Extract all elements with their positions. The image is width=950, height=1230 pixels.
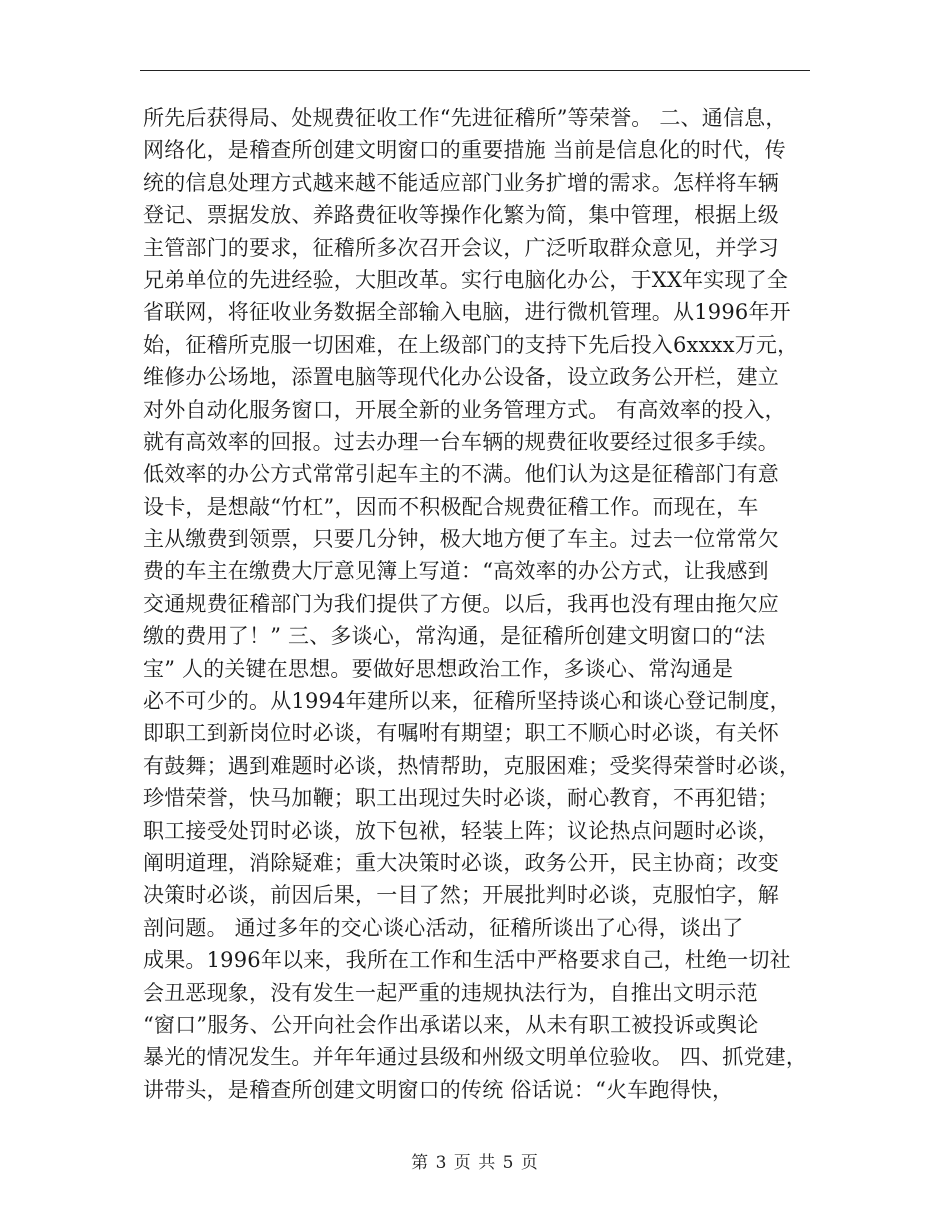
text-line: 职工接受处罚时必谈，放下包袱，轻装上阵；议论热点问题时必谈， [143, 818, 779, 843]
text-line: 主管部门的要求，征稽所多次召开会议，广泛听取群众意见，并学习 [143, 235, 779, 260]
text-line: 就有高效率的回报。过去办理一台车辆的规费征收要经过很多手续。 [143, 429, 779, 454]
text-line: 维修办公场地，添置电脑等现代化办公设备，设立政务公开栏，建立 [143, 365, 779, 390]
text-line: 暴光的情况发生。并年年通过县级和州级文明单位验收。 四、抓党建， [143, 1045, 808, 1070]
text-line: 主从缴费到领票，只要几分钟，极大地方便了车主。过去一位常常欠 [143, 527, 779, 552]
text-line: 讲带头，是稽查所创建文明窗口的传统 俗话说：“火车跑得快， [143, 1077, 734, 1102]
text-line: 费的车主在缴费大厅意见簿上写道：“高效率的办公方式，让我感到 [143, 559, 769, 584]
text-line: 必不可少的。从1994年建所以来，征稽所坚持谈心和谈心登记制度， [143, 689, 791, 714]
text-line: 珍惜荣誉，快马加鞭；职工出现过失时必谈，耐心教育，不再犯错； [143, 786, 779, 811]
text-line: 对外自动化服务窗口，开展全新的业务管理方式。 有高效率的投入， [143, 397, 786, 422]
text-line: 阐明道理，消除疑难；重大决策时必谈，政务公开，民主协商；改变 [143, 850, 779, 875]
text-line: 决策时必谈，前因后果，一目了然；开展批判时必谈，克服怕字，解 [143, 883, 779, 908]
text-line: 低效率的办公方式常常引起车主的不满。他们认为这是征稽部门有意 [143, 462, 779, 487]
text-line: 所先后获得局、处规费征收工作“先进征稽所”等荣誉。 二、通信息， [143, 106, 787, 130]
text-line: 剖问题。 通过多年的交心谈心活动，征稽所谈出了心得，谈出了 [143, 915, 744, 940]
text-line: 省联网，将征收业务数据全部输入电脑，进行微机管理。从1996年开 [143, 300, 791, 325]
text-line: 兄弟单位的先进经验，大胆改革。实行电脑化办公，于XX年实现了全 [143, 267, 789, 292]
text-line: 交通规费征稽部门为我们提供了方便。以后，我再也没有理由拖欠应 [143, 591, 779, 616]
text-line: 会丑恶现象，没有发生一起严重的违规执法行为，自推出文明示范 [143, 980, 758, 1005]
text-line: 网络化，是稽查所创建文明窗口的重要措施 当前是信息化的时代，传 [143, 138, 786, 163]
document-body [143, 102, 815, 1106]
text-line: “窗口”服务、公开向社会作出承诺以来，从未有职工被投诉或舆论 [143, 1012, 759, 1037]
text-line: 登记、票据发放、养路费征收等操作化繁为简，集中管理，根据上级 [143, 203, 779, 228]
page-number: 第 3 页 共 5 页 [411, 1153, 539, 1173]
text-line: 设卡，是想敲“竹杠”，因而不积极配合规费征稽工作。而现在，车 [143, 494, 759, 519]
text-line: 始，征稽所克服一切困难，在上级部门的支持下先后投入6xxxx万元， [143, 332, 799, 357]
header-rule [140, 70, 810, 71]
text-line: 统的信息处理方式越来越不能适应部门业务扩增的需求。怎样将车辆 [143, 170, 779, 195]
text-line: 即职工到新岗位时必谈，有嘱咐有期望；职工不顺心时必谈，有关怀 [143, 721, 779, 746]
text-line: 宝” 人的关键在思想。要做好思想政治工作，多谈心、常沟通是 [143, 656, 734, 681]
text-line: 成果。1996年以来，我所在工作和生活中严格要求自己，杜绝一切社 [143, 948, 791, 973]
text-line: 有鼓舞；遇到难题时必谈，热情帮助，克服困难；受奖得荣誉时必谈， [143, 753, 801, 778]
text-line: 缴的费用了！” 三、多谈心，常沟通，是征稽所创建文明窗口的“法 [143, 624, 766, 649]
